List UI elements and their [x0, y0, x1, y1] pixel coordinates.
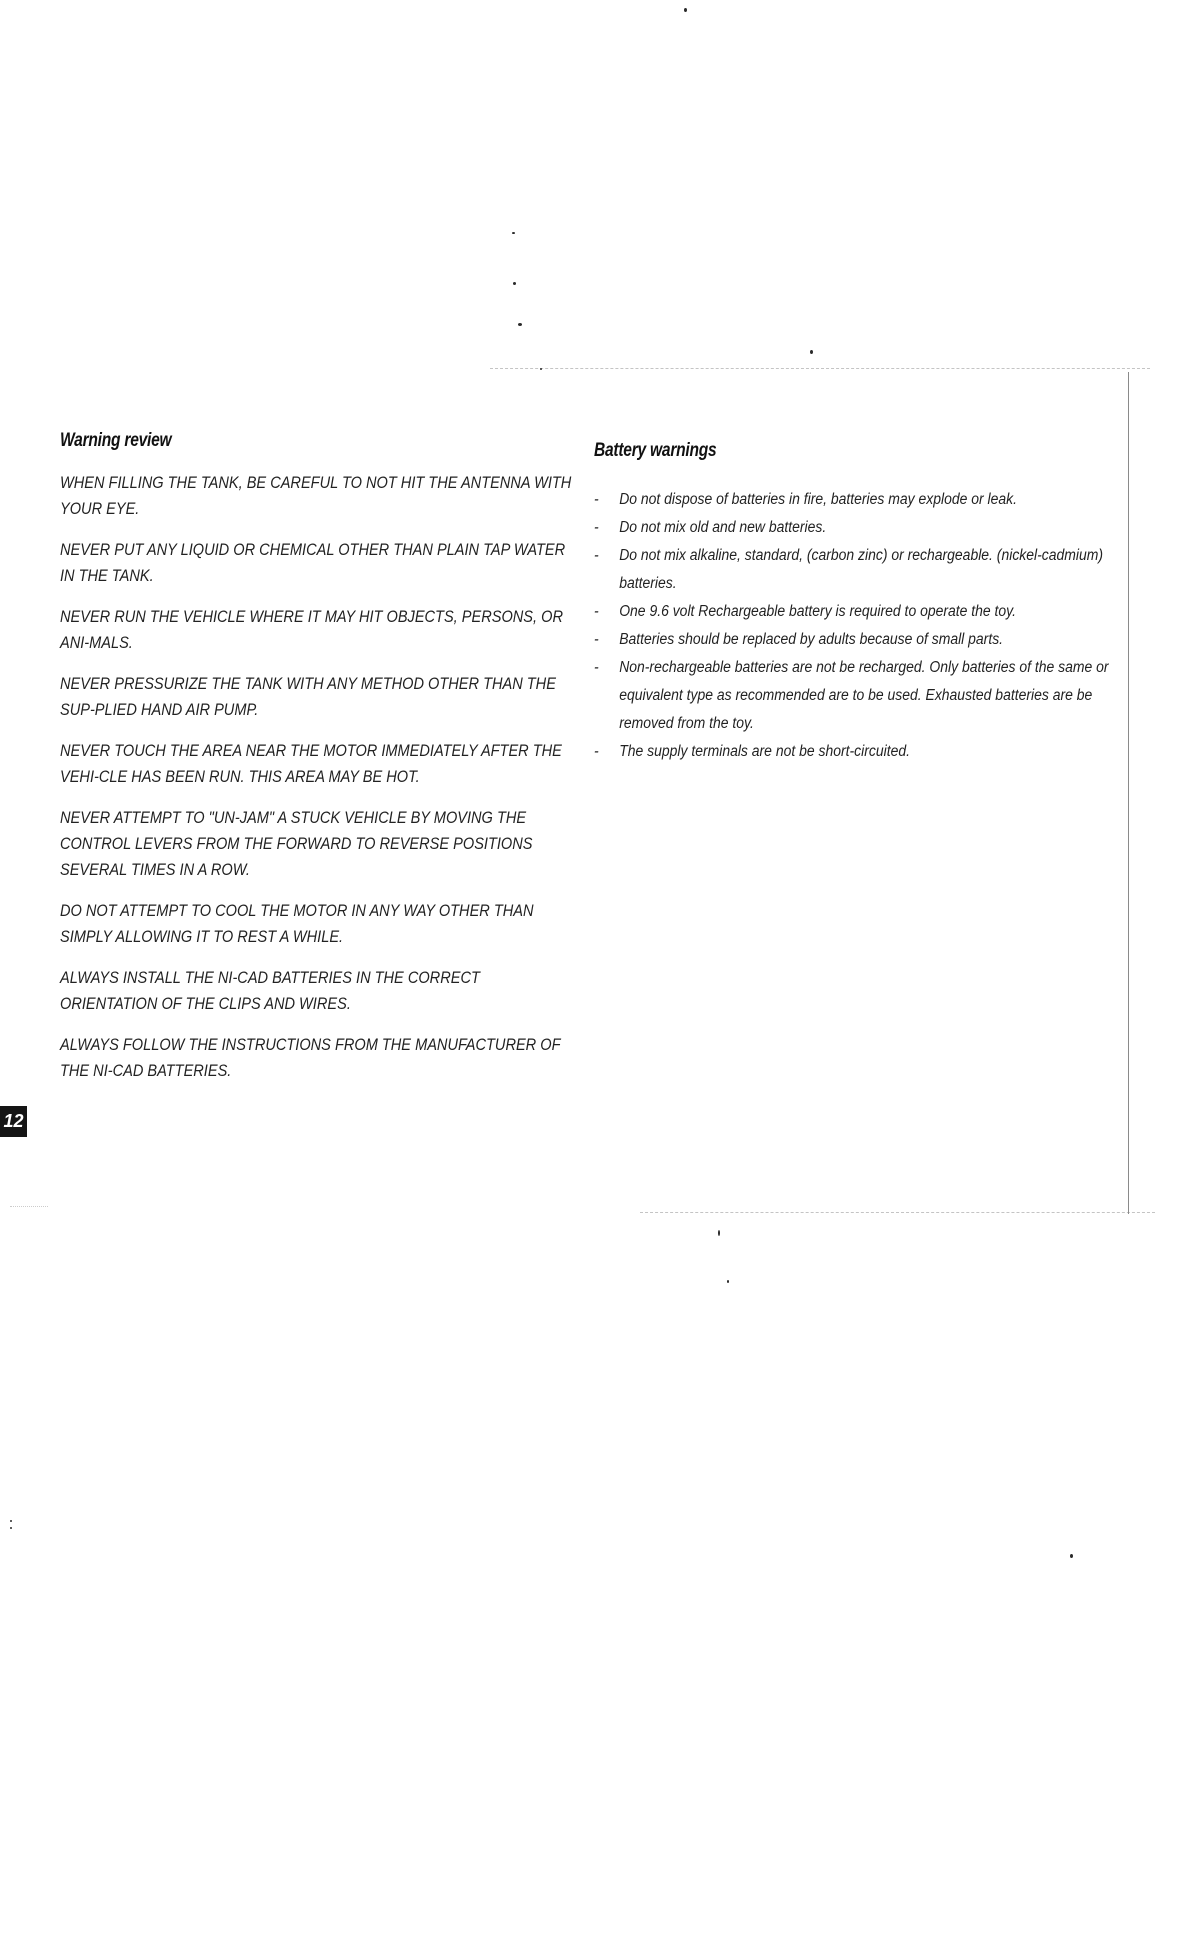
battery-warning-text: Do not mix alkaline, standard, (carbon zinc) or rechargeable. (nickel-cadmium) batteries.	[619, 547, 1104, 592]
battery-warning-item	[594, 542, 1119, 598]
battery-warning-item	[594, 654, 1119, 738]
battery-warnings-heading: Battery warnings	[594, 440, 717, 461]
battery-warning-item	[594, 598, 1119, 626]
scan-speck	[810, 350, 813, 354]
scan-speck	[727, 1280, 729, 1283]
scan-speck	[518, 323, 522, 326]
battery-warning-item	[594, 626, 1119, 654]
scan-speck	[718, 1230, 720, 1236]
bottom-dotted-rule	[640, 1212, 1155, 1213]
warning-item: NEVER ATTEMPT TO "UN-JAM" A STUCK VEHICLE BY MOVING THE CONTROL LEVERS FROM THE FORWARD TO REVERSE POSITIONS SEVERAL TIMES IN A ROW.	[60, 809, 533, 879]
scan-speck	[684, 8, 687, 12]
battery-warnings-section	[594, 440, 1109, 766]
battery-warning-text: Do not mix old and new batteries.	[619, 519, 827, 536]
scan-speck	[1070, 1554, 1073, 1558]
list-dash: -	[594, 631, 599, 648]
battery-warning-item	[594, 738, 1119, 766]
warning-item: NEVER TOUCH THE AREA NEAR THE MOTOR IMMEDIATELY AFTER THE VEHI-CLE HAS BEEN RUN. THIS AREA MAY BE HOT.	[60, 742, 562, 786]
warning-item: WHEN FILLING THE TANK, BE CAREFUL TO NOT HIT THE ANTENNA WITH YOUR EYE.	[60, 474, 572, 518]
battery-warning-text: Do not dispose of batteries in fire, batteries may explode or leak.	[619, 491, 1017, 508]
battery-warning-item	[594, 486, 1119, 514]
warning-item: ALWAYS FOLLOW THE INSTRUCTIONS FROM THE MANUFACTURER OF THE NI-CAD BATTERIES.	[60, 1036, 561, 1080]
warning-review-list	[60, 470, 575, 1084]
battery-warning-text: Non-rechargeable batteries are not be recharged. Only batteries of the same or equivalent type as recommended are to be used. Exhausted batteries are be removed from the toy.	[619, 659, 1109, 732]
battery-warnings-list	[594, 486, 1109, 766]
scan-speck	[10, 1527, 12, 1529]
battery-warning-text: One 9.6 volt Rechargeable battery is required to operate the toy.	[619, 603, 1016, 620]
scan-speck	[10, 1520, 12, 1522]
top-dotted-rule	[490, 368, 1150, 369]
page-number-tab: 12	[0, 1106, 27, 1137]
left-margin-mark	[10, 1206, 48, 1207]
warning-review-heading: Warning review	[60, 430, 172, 451]
warning-item: NEVER RUN THE VEHICLE WHERE IT MAY HIT OBJECTS, PERSONS, OR ANI-MALS.	[60, 608, 563, 652]
warning-item: NEVER PRESSURIZE THE TANK WITH ANY METHOD OTHER THAN THE SUP-PLIED HAND AIR PUMP.	[60, 675, 556, 719]
list-dash: -	[594, 603, 599, 620]
scan-speck	[512, 232, 515, 234]
warning-item: NEVER PUT ANY LIQUID OR CHEMICAL OTHER THAN PLAIN TAP WATER IN THE TANK.	[60, 541, 566, 585]
scan-speck	[540, 368, 542, 370]
warning-item: DO NOT ATTEMPT TO COOL THE MOTOR IN ANY WAY OTHER THAN SIMPLY ALLOWING IT TO REST A WHILE.	[60, 902, 534, 946]
battery-warning-text: The supply terminals are not be short-circuited.	[619, 743, 910, 760]
list-dash: -	[594, 659, 599, 676]
list-dash: -	[594, 743, 599, 760]
list-dash: -	[594, 547, 599, 564]
list-dash: -	[594, 519, 599, 536]
scan-speck	[513, 282, 516, 285]
warning-review-section	[60, 430, 575, 1099]
warning-item: ALWAYS INSTALL THE NI-CAD BATTERIES IN THE CORRECT ORIENTATION OF THE CLIPS AND WIRES.	[60, 969, 480, 1013]
list-dash: -	[594, 491, 599, 508]
battery-warning-text: Batteries should be replaced by adults because of small parts.	[619, 631, 1004, 648]
right-edge-line	[1128, 372, 1129, 1214]
battery-warning-item	[594, 514, 1119, 542]
